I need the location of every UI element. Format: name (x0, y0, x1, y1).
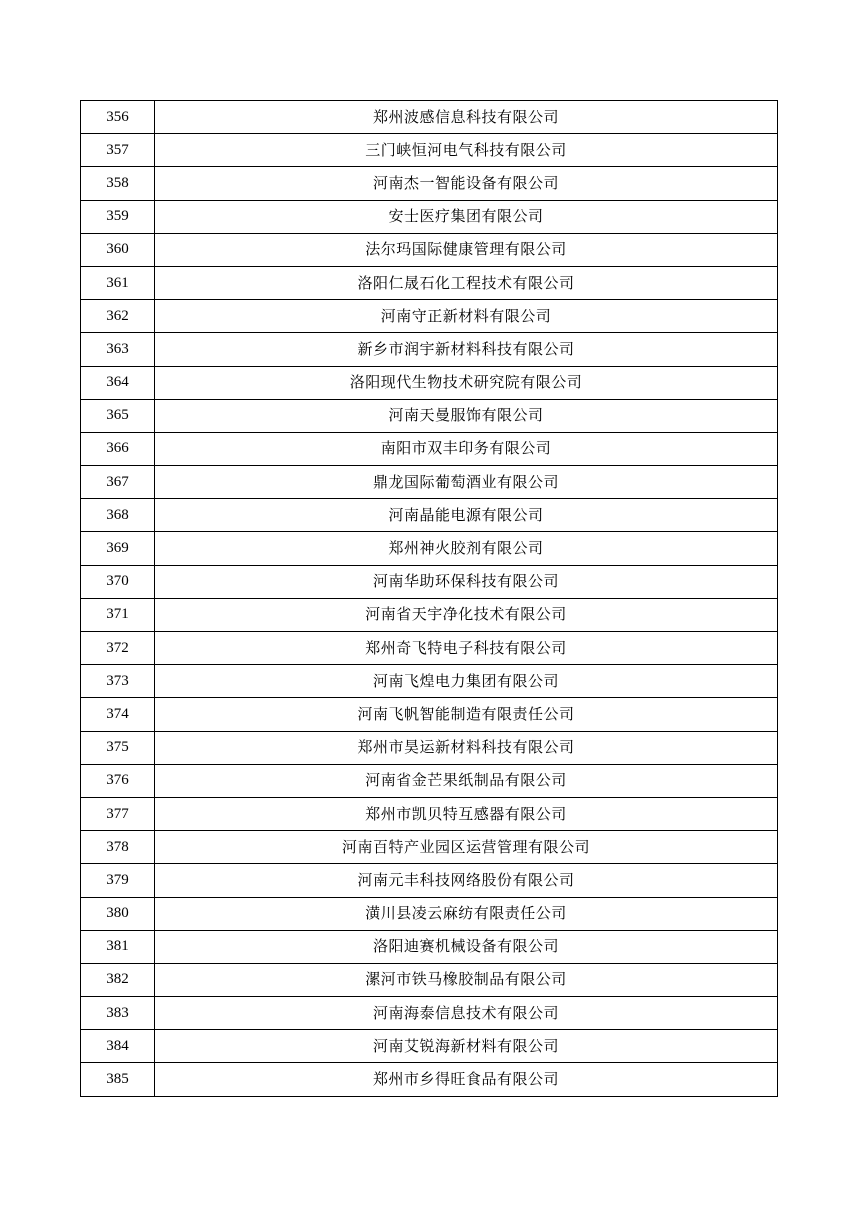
company-name: 河南元丰科技网络股份有限公司 (155, 864, 778, 897)
table-row (81, 300, 778, 333)
row-number: 380 (81, 897, 155, 930)
row-number: 385 (81, 1063, 155, 1096)
row-number: 378 (81, 831, 155, 864)
row-number: 362 (81, 300, 155, 333)
row-number: 356 (81, 101, 155, 134)
row-number: 374 (81, 698, 155, 731)
table-row (81, 233, 778, 266)
table-row (81, 366, 778, 399)
row-number: 368 (81, 499, 155, 532)
table-row (81, 930, 778, 963)
company-name: 三门峡恒河电气科技有限公司 (155, 134, 778, 167)
table-row (81, 797, 778, 830)
row-number: 360 (81, 233, 155, 266)
row-number: 376 (81, 764, 155, 797)
row-number: 370 (81, 565, 155, 598)
company-name: 洛阳迪赛机械设备有限公司 (155, 930, 778, 963)
table-row (81, 134, 778, 167)
row-number: 372 (81, 632, 155, 665)
table-row (81, 466, 778, 499)
company-name: 郑州市凯贝特互感器有限公司 (155, 797, 778, 830)
company-name: 河南百特产业园区运营管理有限公司 (155, 831, 778, 864)
company-name: 郑州市昊运新材料科技有限公司 (155, 731, 778, 764)
table-row (81, 399, 778, 432)
company-name: 洛阳现代生物技术研究院有限公司 (155, 366, 778, 399)
row-number: 379 (81, 864, 155, 897)
company-name: 河南飞帆智能制造有限责任公司 (155, 698, 778, 731)
company-name: 洛阳仁晟石化工程技术有限公司 (155, 266, 778, 299)
table-row (81, 432, 778, 465)
company-name: 河南艾锐海新材料有限公司 (155, 1030, 778, 1063)
table-row (81, 665, 778, 698)
row-number: 382 (81, 963, 155, 996)
table-row (81, 101, 778, 134)
table-row (81, 897, 778, 930)
company-name: 郑州神火胶剂有限公司 (155, 532, 778, 565)
table-row (81, 864, 778, 897)
table-row (81, 698, 778, 731)
company-name: 河南华助环保科技有限公司 (155, 565, 778, 598)
row-number: 366 (81, 432, 155, 465)
company-name: 河南海泰信息技术有限公司 (155, 997, 778, 1030)
company-name: 河南杰一智能设备有限公司 (155, 167, 778, 200)
row-number: 363 (81, 333, 155, 366)
company-list-body (81, 101, 778, 1097)
company-name: 河南晶能电源有限公司 (155, 499, 778, 532)
company-name: 漯河市铁马橡胶制品有限公司 (155, 963, 778, 996)
table-row (81, 764, 778, 797)
row-number: 373 (81, 665, 155, 698)
table-row (81, 200, 778, 233)
table-row (81, 565, 778, 598)
company-name: 河南省金芒果纸制品有限公司 (155, 764, 778, 797)
row-number: 367 (81, 466, 155, 499)
company-name: 法尔玛国际健康管理有限公司 (155, 233, 778, 266)
row-number: 384 (81, 1030, 155, 1063)
row-number: 381 (81, 930, 155, 963)
table-row (81, 499, 778, 532)
company-list-table (80, 100, 778, 1097)
table-row (81, 632, 778, 665)
table-row (81, 167, 778, 200)
company-name: 郑州市乡得旺食品有限公司 (155, 1063, 778, 1096)
company-name: 郑州奇飞特电子科技有限公司 (155, 632, 778, 665)
company-name: 安士医疗集团有限公司 (155, 200, 778, 233)
company-name: 河南守正新材料有限公司 (155, 300, 778, 333)
row-number: 377 (81, 797, 155, 830)
table-row (81, 963, 778, 996)
company-name: 鼎龙国际葡萄酒业有限公司 (155, 466, 778, 499)
company-name: 新乡市润宇新材料科技有限公司 (155, 333, 778, 366)
company-name: 南阳市双丰印务有限公司 (155, 432, 778, 465)
row-number: 358 (81, 167, 155, 200)
table-row (81, 333, 778, 366)
table-row (81, 532, 778, 565)
company-name: 河南飞煌电力集团有限公司 (155, 665, 778, 698)
table-row (81, 997, 778, 1030)
row-number: 375 (81, 731, 155, 764)
table-row (81, 831, 778, 864)
row-number: 365 (81, 399, 155, 432)
company-name: 潢川县凌云麻纺有限责任公司 (155, 897, 778, 930)
table-row (81, 598, 778, 631)
row-number: 383 (81, 997, 155, 1030)
table-row (81, 1030, 778, 1063)
row-number: 369 (81, 532, 155, 565)
company-name: 河南省天宇净化技术有限公司 (155, 598, 778, 631)
table-row (81, 266, 778, 299)
table-row (81, 731, 778, 764)
row-number: 364 (81, 366, 155, 399)
company-name: 河南天曼服饰有限公司 (155, 399, 778, 432)
row-number: 361 (81, 266, 155, 299)
row-number: 357 (81, 134, 155, 167)
row-number: 359 (81, 200, 155, 233)
company-name: 郑州波感信息科技有限公司 (155, 101, 778, 134)
table-row (81, 1063, 778, 1096)
row-number: 371 (81, 598, 155, 631)
